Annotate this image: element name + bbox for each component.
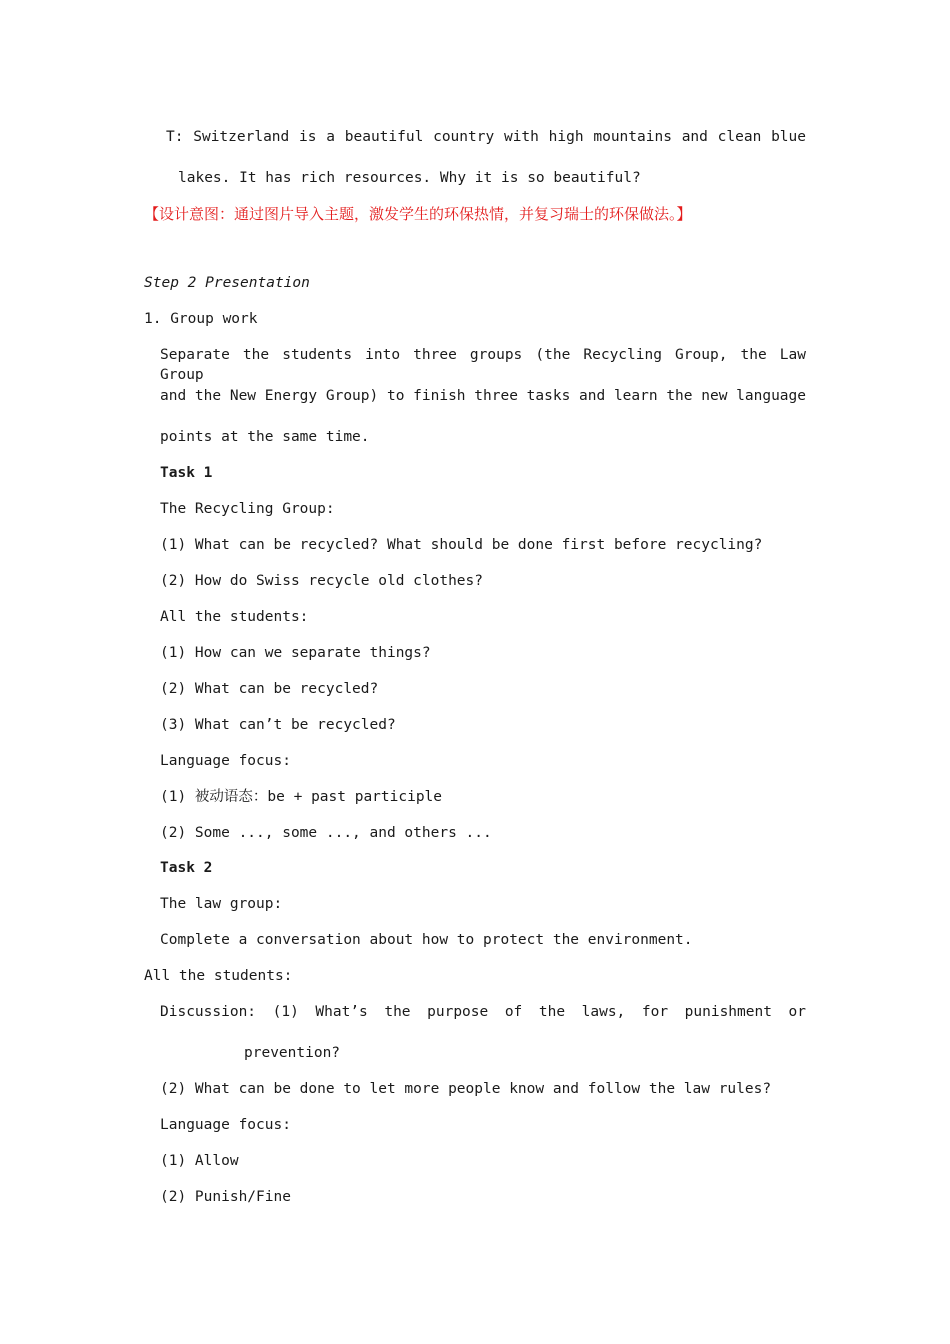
task1-title: Task 1 (160, 465, 213, 481)
task1-all-students: All the students: (160, 609, 309, 625)
group-desc-line-3: points at the same time. (160, 429, 370, 445)
task2-discussion-line-1: Discussion: (1) What’s the purpose of the laws, for punishment or (160, 1004, 806, 1020)
task2-focus-2: (2) Punish/Fine (160, 1189, 291, 1205)
group-desc-line-1: Separate the students into three groups (the Recycling Group, the Law Group (160, 347, 806, 383)
task2-title: Task 2 (160, 860, 213, 876)
task2-discussion-2: (2) What can be done to let more people know and follow the law rules? (160, 1081, 772, 1097)
task1-all-question-3: (3) What can’t be recycled? (160, 717, 396, 733)
task2-all-students: All the students: (144, 968, 293, 984)
task1-question-1: (1) What can be recycled? What should be done first before recycling? (160, 537, 763, 553)
task1-all-question-2: (2) What can be recycled? (160, 681, 379, 697)
task1-question-2: (2) How do Swiss recycle old clothes? (160, 573, 484, 589)
group-work-item: 1. Group work (144, 311, 258, 327)
group-desc-line-2: and the New Energy Group) to finish three tasks and learn the new language (160, 388, 807, 404)
task1-group: The Recycling Group: (160, 501, 335, 517)
task1-focus-2: (2) Some ..., some ..., and others ... (160, 825, 492, 841)
task2-language-focus: Language focus: (160, 1117, 291, 1133)
task2-focus-1: (1) Allow (160, 1153, 239, 1169)
task1-focus-1: (1) 被动语态：be + past participle (160, 789, 443, 805)
intro-line-2: lakes. It has rich resources. Why it is so beautiful? (178, 170, 641, 186)
task2-group: The law group: (160, 896, 283, 912)
task2-discussion-line-2: prevention? (244, 1045, 341, 1061)
task2-question-1: Complete a conversation about how to protect the environment. (160, 932, 693, 948)
design-note: 【设计意图：通过图片导入主题，激发学生的环保热情，并复习瑞士的环保做法。】 (144, 205, 692, 223)
task1-language-focus: Language focus: (160, 753, 291, 769)
task1-all-question-1: (1) How can we separate things? (160, 645, 431, 661)
step-heading: Step 2 Presentation (144, 275, 310, 291)
intro-line-1: T: Switzerland is a beautiful country with high mountains and clean blue (166, 129, 806, 145)
